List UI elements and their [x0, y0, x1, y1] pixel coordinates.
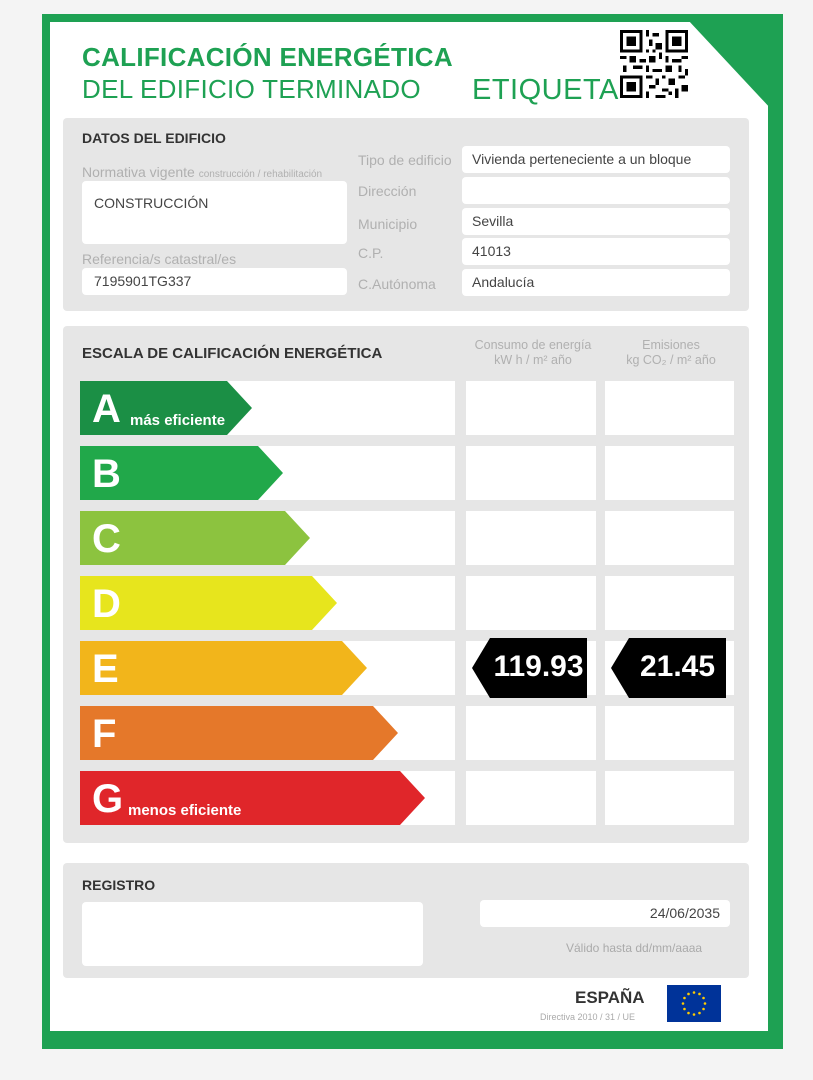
building-data-title: DATOS DEL EDIFICIO [82, 130, 226, 146]
title-line1: CALIFICACIÓN ENERGÉTICA [82, 42, 453, 72]
tipo-field[interactable]: Vivienda perteneciente a un bloque [462, 146, 730, 173]
autonoma-field[interactable]: Andalucía [462, 269, 730, 296]
eu-star [687, 993, 690, 996]
eu-flag-icon [667, 985, 721, 1022]
emisiones-cell [605, 511, 734, 565]
normativa-label: Normativa vigente construcción / rehabilitación [82, 164, 323, 180]
grade-letter: C [92, 517, 121, 561]
cp-field[interactable]: 41013 [462, 238, 730, 265]
municipio-label: Municipio [358, 216, 418, 232]
consumo-indicator [472, 638, 587, 698]
tipo-label: Tipo de edificio [358, 152, 452, 168]
referencia-label: Referencia/s catastral/es [82, 251, 237, 267]
title-line2: DEL EDIFICIO TERMINADO [82, 74, 421, 104]
emisiones-cell [605, 446, 734, 500]
grade-letter: B [92, 452, 121, 496]
directiva-label: Directiva 2010 / 31 / UE [540, 1012, 636, 1022]
qr-code-icon[interactable] [620, 30, 688, 98]
emisiones-indicator-value: 21.45 [639, 650, 716, 683]
eu-star [683, 1008, 686, 1011]
fecha-label: Válido hasta dd/mm/aaaa [566, 941, 703, 955]
emisiones-cell [605, 381, 734, 435]
scale-title: ESCALA DE CALIFICACIÓN ENERGÉTICA [82, 345, 383, 362]
consumo-cell [466, 576, 596, 630]
eu-star [698, 993, 701, 996]
eu-star [683, 997, 686, 1000]
grade-sublabel: menos eficiente [128, 802, 242, 819]
referencia-field[interactable]: 7195901TG337​ [82, 268, 347, 295]
consumo-indicator-value: 119.93 [493, 650, 584, 683]
registro-title: REGISTRO [82, 877, 156, 893]
grade-letter: A [92, 387, 121, 431]
grade-sublabel: más eficiente [130, 412, 226, 429]
consumo-cell [466, 771, 596, 825]
direccion-field[interactable] [462, 177, 730, 204]
country-label: ESPAÑA [575, 988, 645, 1007]
cp-label: C.P. [358, 245, 384, 261]
corner-triangle [688, 20, 772, 110]
consumo-cell [466, 446, 596, 500]
emisiones-indicator [611, 638, 726, 698]
emisiones-header: Emisiones kg CO₂ / m² año [626, 338, 716, 367]
eu-star [693, 1013, 696, 1016]
registro-field[interactable] [82, 902, 423, 966]
consumo-header: Consumo de energía kW h / m² año [474, 338, 592, 367]
grade-letter: G [92, 777, 124, 821]
consumo-cell [466, 706, 596, 760]
normativa-field[interactable]: CONSTRUCCIÓN [82, 181, 347, 244]
emisiones-cell [605, 576, 734, 630]
eu-star [693, 991, 696, 994]
eu-star [698, 1012, 701, 1015]
autonoma-label: C.Autónoma [358, 276, 436, 292]
grade-arrow-e [80, 641, 367, 695]
etiqueta-label: ETIQUETA [472, 74, 619, 106]
eu-star [702, 1008, 705, 1011]
grade-letter: D [92, 582, 121, 626]
grade-letter: E [92, 647, 119, 691]
emisiones-cell [605, 706, 734, 760]
grade-arrow-f [80, 706, 398, 760]
eu-star [682, 1002, 685, 1005]
fecha-field[interactable]: 24/06/2035 [480, 900, 730, 927]
eu-star [702, 997, 705, 1000]
consumo-cell [466, 381, 596, 435]
emisiones-cell [605, 771, 734, 825]
direccion-label: Dirección [358, 183, 417, 199]
grade-letter: F [92, 712, 117, 756]
municipio-field[interactable]: Sevilla [462, 208, 730, 235]
eu-star [704, 1002, 707, 1005]
eu-star [687, 1012, 690, 1015]
consumo-cell [466, 511, 596, 565]
